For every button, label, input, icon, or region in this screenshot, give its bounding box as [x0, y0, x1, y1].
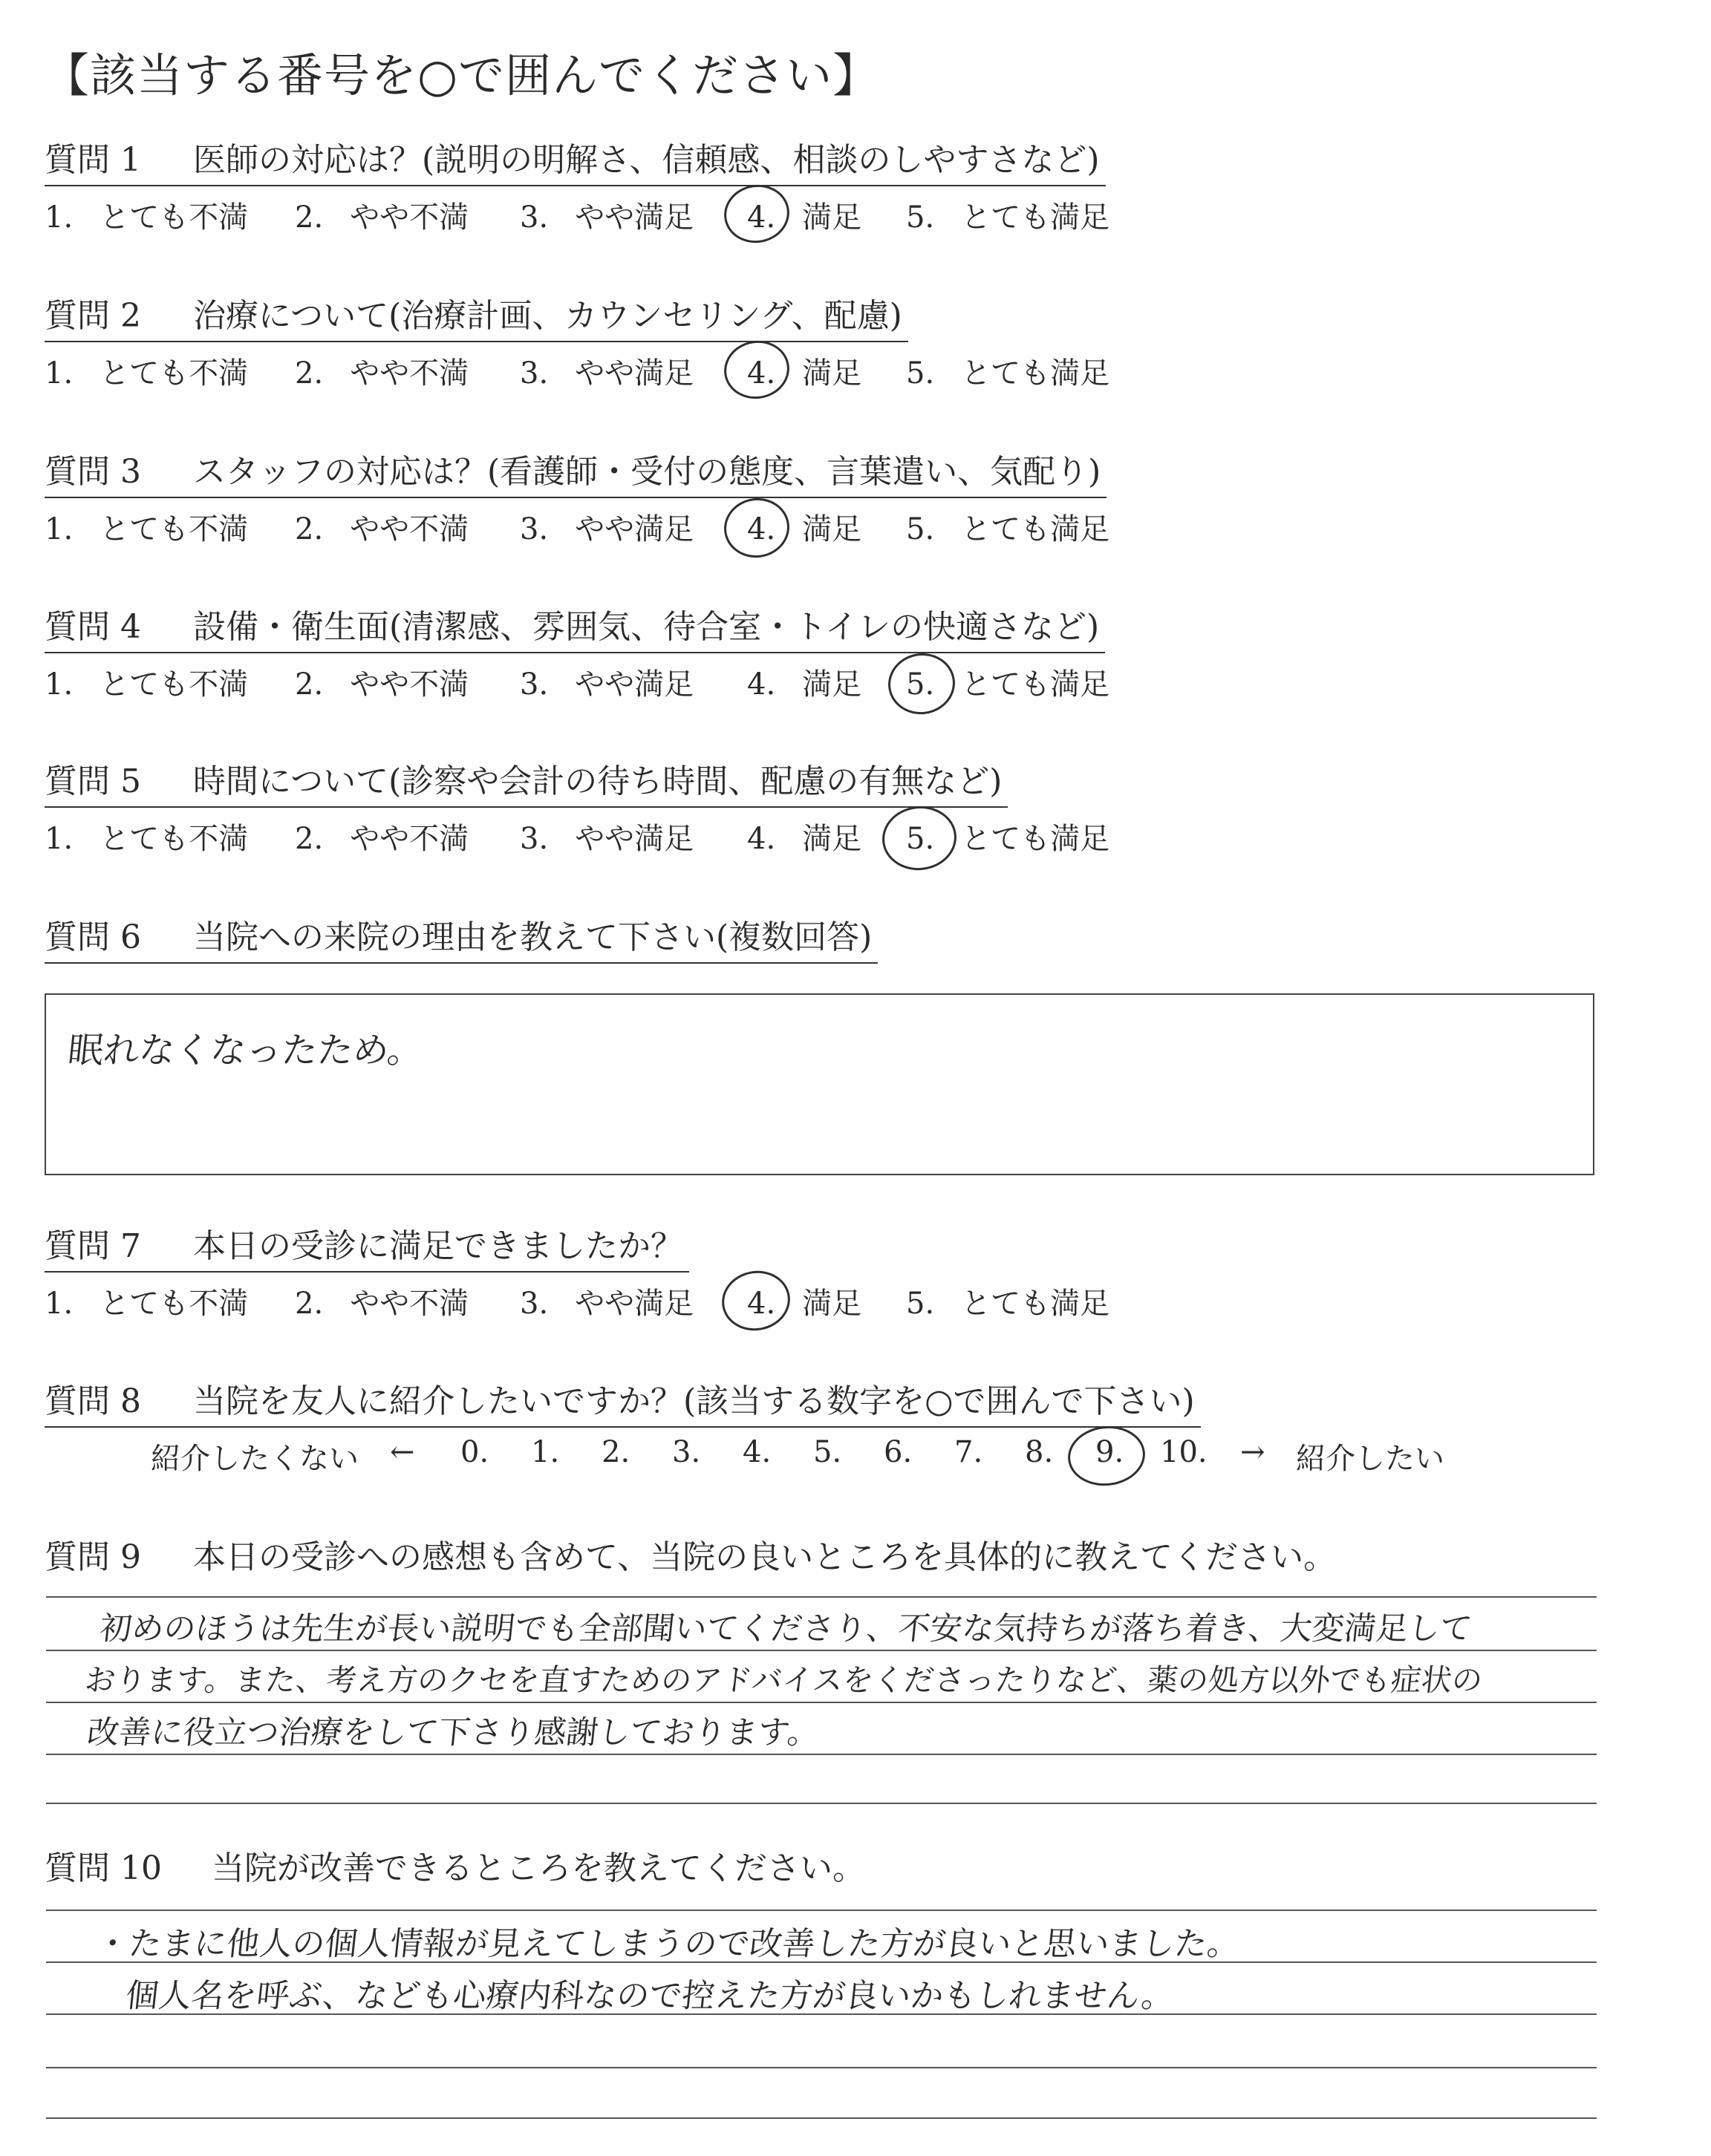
option-3[interactable]: 3. やや満足 [520, 512, 694, 546]
question-6-answer-box[interactable] [45, 993, 1594, 1175]
question-10-answer-line-2: 個人名を呼ぶ、なども心療内科なので控えた方が良いかもしれません。 [123, 1977, 1176, 2015]
recommend-option-8[interactable]: 8. [1025, 1435, 1054, 1469]
question-3 [45, 448, 1110, 546]
question-1 [45, 136, 1110, 235]
option-3[interactable]: 3. やや満足 [520, 1287, 694, 1321]
recommend-option-9[interactable]: 9. [1095, 1435, 1124, 1469]
selected-answer-circle [884, 649, 959, 719]
selected-answer-circle [879, 803, 959, 874]
option-2[interactable]: 2. やや不満 [295, 1287, 469, 1321]
option-4[interactable]: 4. 満足 [747, 356, 862, 391]
option-4[interactable]: 4. 満足 [747, 1287, 862, 1321]
option-2[interactable]: 2. やや不満 [295, 512, 469, 546]
question-2-title [45, 292, 908, 342]
option-4[interactable]: 4. 満足 [747, 667, 862, 702]
question-9-title [45, 1533, 1342, 1582]
option-2[interactable]: 2. やや不満 [295, 667, 469, 702]
option-5[interactable]: 5. とても満足 [906, 356, 1110, 391]
recommend-option-7[interactable]: 7. [954, 1435, 983, 1469]
option-5[interactable]: 5. とても満足 [906, 822, 1110, 856]
ruled-line [46, 1754, 1597, 1755]
question-7-text: 本日の受診に満足できましたか？ [193, 1227, 683, 1265]
option-2[interactable]: 2. やや不満 [295, 356, 469, 391]
question-5-title [45, 757, 1008, 808]
question-5 [45, 757, 1110, 856]
recommend-left-label: 紹介したくない [151, 1442, 359, 1476]
recommend-option-4[interactable]: 4. [743, 1435, 772, 1469]
question-4-text: 設備・衛生面(清潔感、雰囲気、待合室・トイレの快適さなど) [193, 608, 1100, 646]
option-1[interactable]: 1. とても不満 [45, 512, 249, 546]
recommend-right-label: 紹介したい [1296, 1442, 1444, 1476]
question-5-number: 質問 5 [45, 762, 141, 800]
question-9-number: 質問 9 [45, 1538, 141, 1576]
question-3-title [45, 448, 1107, 498]
question-10-answer-line-1: ・たまに他人の個人情報が見えてしまうので改善した方が良いと思いました。 [94, 1925, 1242, 1963]
question-3-text: スタッフの対応は？(看護師・受付の態度、言葉遣い、気配り) [193, 453, 1101, 491]
question-10-number: 質問 10 [45, 1849, 162, 1887]
selected-answer-circle [717, 1266, 795, 1336]
right-arrow-icon: → [1240, 1435, 1265, 1469]
option-5[interactable]: 5. とても満足 [906, 512, 1110, 546]
selected-answer-circle [720, 494, 793, 561]
recommend-option-1[interactable]: 1. [531, 1435, 560, 1469]
question-9-answer-line-3: 改善に役立つ治療をして下さり感謝しております。 [85, 1714, 821, 1751]
question-1-number: 質問 1 [45, 141, 141, 179]
option-3[interactable]: 3. やや満足 [520, 822, 694, 856]
question-1-title [45, 136, 1106, 186]
question-9 [45, 1533, 1342, 1582]
option-1[interactable]: 1. とても不満 [45, 1287, 249, 1321]
question-5-text: 時間について(診察や会計の待ち時間、配慮の有無など) [193, 762, 1003, 800]
question-9-text: 本日の受診への感想も含めて、当院の良いところを具体的に教えてください。 [193, 1538, 1337, 1576]
recommend-option-3[interactable]: 3. [672, 1435, 701, 1469]
question-8 [45, 1377, 1444, 1476]
question-8-text: 当院を友人に紹介したいですか？(該当する数字を○で囲んで下さい) [193, 1382, 1195, 1420]
question-2-number: 質問 2 [45, 297, 141, 335]
ruled-line [46, 1596, 1597, 1598]
option-2[interactable]: 2. やや不満 [295, 200, 469, 235]
question-1-text: 医師の対応は？(説明の明解さ、信頼感、相談のしやすさなど) [193, 141, 1100, 179]
question-6 [45, 913, 878, 964]
question-2-text: 治療について(治療計画、カウンセリング、配慮) [193, 297, 902, 335]
question-6-title [45, 913, 878, 964]
option-4[interactable]: 4. 満足 [747, 512, 862, 546]
question-7-number: 質問 7 [45, 1227, 141, 1265]
ruled-line [46, 1910, 1597, 1911]
recommend-option-2[interactable]: 2. [602, 1435, 630, 1469]
question-8-title [45, 1377, 1201, 1428]
option-1[interactable]: 1. とても不満 [45, 356, 249, 391]
question-7 [45, 1222, 1110, 1321]
question-3-number: 質問 3 [45, 453, 141, 491]
question-4-title [45, 603, 1105, 653]
option-5[interactable]: 5. とても満足 [906, 1287, 1110, 1321]
option-4[interactable]: 4. 満足 [747, 822, 862, 856]
recommend-option-5[interactable]: 5. [813, 1435, 842, 1469]
question-9-answer-line-2: おります。また、考え方のクセを直すためのアドバイスをくださったりなど、薬の処方以外でも症状の [83, 1662, 1485, 1698]
left-arrow-icon: ← [390, 1435, 415, 1469]
ruled-line [46, 1702, 1597, 1703]
question-6-number: 質問 6 [45, 918, 141, 956]
question-10-text: 当院が改善できるところを教えてください。 [212, 1849, 865, 1887]
question-9-answer-line-1: 初めのほうは先生が長い説明でも全部聞いてくださり、不安な気持ちが落ち着き、大変満足して [98, 1610, 1474, 1647]
question-6-answer: 眠れなくなったため。 [65, 1030, 426, 1071]
option-1[interactable]: 1. とても不満 [45, 667, 249, 702]
selected-answer-circle [720, 180, 794, 248]
option-1[interactable]: 1. とても不満 [45, 822, 249, 856]
question-6-text: 当院への来院の理由を教えて下さい(複数回答) [193, 918, 873, 956]
option-1[interactable]: 1. とても不満 [45, 200, 249, 235]
question-8-number: 質問 8 [45, 1382, 141, 1420]
selected-answer-circle [1065, 1422, 1148, 1489]
question-7-title [45, 1222, 689, 1273]
option-5[interactable]: 5. とても満足 [906, 667, 1110, 702]
page-heading: 【該当する番号を○で囲んでください】 [43, 48, 880, 102]
question-10 [45, 1844, 871, 1893]
recommend-option-6[interactable]: 6. [884, 1435, 913, 1469]
ruled-line [46, 2117, 1597, 2119]
recommend-option-10[interactable]: 10. [1160, 1435, 1208, 1469]
question-2 [45, 292, 1110, 391]
option-3[interactable]: 3. やや満足 [520, 356, 694, 391]
ruled-line [46, 1803, 1597, 1804]
question-4 [45, 603, 1110, 702]
option-5[interactable]: 5. とても満足 [906, 200, 1110, 235]
ruled-line [46, 2067, 1597, 2068]
option-3[interactable]: 3. やや満足 [520, 200, 694, 235]
question-4-number: 質問 4 [45, 608, 141, 646]
selected-answer-circle [720, 336, 794, 404]
option-4[interactable]: 4. 満足 [747, 200, 862, 235]
question-10-title [45, 1844, 871, 1893]
ruled-line [46, 1650, 1597, 1651]
option-3[interactable]: 3. やや満足 [520, 667, 694, 702]
recommend-option-0[interactable]: 0. [460, 1435, 489, 1469]
option-2[interactable]: 2. やや不満 [295, 822, 469, 856]
